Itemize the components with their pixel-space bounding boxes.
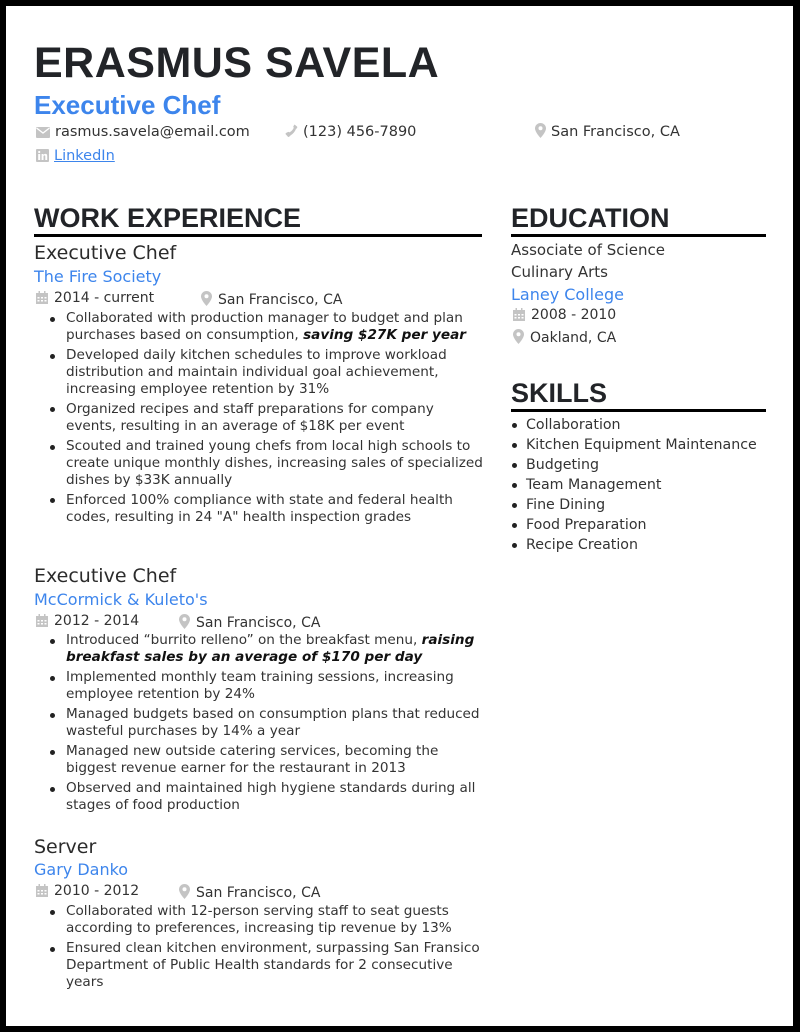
map-pin-icon bbox=[201, 291, 212, 309]
envelope-icon bbox=[36, 125, 50, 143]
list-item: Collaborated with production manager to budget and plan purchases based on consumption, saving $27K per year bbox=[66, 310, 486, 344]
calendar-icon bbox=[513, 308, 525, 324]
map-pin-icon bbox=[179, 614, 190, 632]
job-bullets bbox=[34, 632, 486, 817]
job-location: San Francisco, CA bbox=[179, 614, 320, 632]
list-item: Scouted and trained young chefs from local high schools to create unique monthly dishes, increasing sales of specialized dishes by $33K annually bbox=[66, 438, 486, 488]
email-text: rasmus.savela@email.com bbox=[55, 124, 250, 140]
list-item: Enforced 100% compliance with state and federal health codes, resulting in 24 "A" health inspection grades bbox=[66, 492, 486, 526]
map-pin-icon bbox=[179, 884, 190, 902]
education-school: Laney College bbox=[511, 285, 624, 304]
map-pin-icon bbox=[513, 329, 524, 347]
list-item: Implemented monthly team training sessions, increasing employee retention by 24% bbox=[66, 669, 486, 703]
work-experience-divider bbox=[34, 234, 482, 237]
job-company: The Fire Society bbox=[34, 267, 162, 286]
skill-item: Fine Dining bbox=[526, 495, 757, 515]
contact-email bbox=[36, 123, 250, 143]
linkedin-icon bbox=[36, 149, 49, 167]
job-bullets bbox=[34, 310, 486, 529]
job-dates: 2010 - 2012 bbox=[36, 884, 139, 900]
skill-item: Recipe Creation bbox=[526, 535, 757, 555]
skills-heading: SKILLS bbox=[511, 378, 608, 408]
list-item: Introduced “burrito relleno” on the breakfast menu, raising breakfast sales by an average of $170 per day bbox=[66, 632, 486, 666]
contact-phone bbox=[285, 123, 416, 143]
list-item: Ensured clean kitchen environment, surpassing San Fransico Department of Public Health standards for 2 consecutive years bbox=[66, 940, 486, 990]
linkedin-link[interactable]: LinkedIn bbox=[54, 148, 115, 164]
skill-item: Budgeting bbox=[526, 455, 757, 475]
phone-icon bbox=[285, 124, 298, 143]
candidate-name: ERASMUS SAVELA bbox=[34, 39, 440, 87]
list-item: Developed daily kitchen schedules to improve workload distribution and maintain individual goal achievement, increasing employee retention by 31% bbox=[66, 347, 486, 397]
list-item: Organized recipes and staff preparations for company events, resulting in an average of $18K per event bbox=[66, 401, 486, 435]
job-dates: 2012 - 2014 bbox=[36, 614, 139, 630]
list-item: Managed new outside catering services, becoming the biggest revenue earner for the restaurant in 2013 bbox=[66, 743, 486, 777]
skill-item: Collaboration bbox=[526, 415, 757, 435]
job-location: San Francisco, CA bbox=[179, 884, 320, 902]
skill-item: Food Preparation bbox=[526, 515, 757, 535]
calendar-icon bbox=[36, 291, 48, 307]
job-dates: 2014 - current bbox=[36, 291, 154, 307]
job-title: Server bbox=[34, 836, 97, 858]
calendar-icon bbox=[36, 614, 48, 630]
list-item: Managed budgets based on consumption plans that reduced wasteful purchases by 14% a year bbox=[66, 706, 486, 740]
job-title: Executive Chef bbox=[34, 565, 177, 587]
calendar-icon bbox=[36, 884, 48, 900]
contact-location bbox=[535, 123, 680, 143]
location-text: San Francisco, CA bbox=[551, 124, 680, 140]
education-divider bbox=[511, 234, 766, 237]
education-heading: EDUCATION bbox=[511, 203, 670, 233]
candidate-title: Executive Chef bbox=[34, 90, 221, 120]
skills-list bbox=[506, 415, 757, 555]
education-degree: Associate of Science bbox=[511, 241, 665, 259]
list-item: Collaborated with 12-person serving staff to seat guests according to preferences, increasing tip revenue by 13% bbox=[66, 903, 486, 937]
job-bullets bbox=[34, 903, 486, 994]
skills-divider bbox=[511, 409, 766, 412]
job-company: McCormick & Kuleto's bbox=[34, 590, 208, 609]
education-dates: 2008 - 2010 bbox=[513, 308, 616, 324]
education-location: Oakland, CA bbox=[513, 329, 616, 347]
contact-linkedin bbox=[36, 147, 115, 167]
skill-item: Team Management bbox=[526, 475, 757, 495]
skill-item: Kitchen Equipment Maintenance bbox=[526, 437, 757, 453]
work-experience-heading: WORK EXPERIENCE bbox=[34, 203, 302, 233]
job-title: Executive Chef bbox=[34, 242, 177, 264]
job-company: Gary Danko bbox=[34, 860, 129, 879]
education-field: Culinary Arts bbox=[511, 263, 608, 281]
list-item: Observed and maintained high hygiene standards during all stages of food production bbox=[66, 780, 486, 814]
resume-page bbox=[6, 6, 793, 1026]
phone-text: (123) 456-7890 bbox=[303, 124, 417, 140]
job-location: San Francisco, CA bbox=[201, 291, 342, 309]
map-pin-icon bbox=[535, 123, 546, 143]
